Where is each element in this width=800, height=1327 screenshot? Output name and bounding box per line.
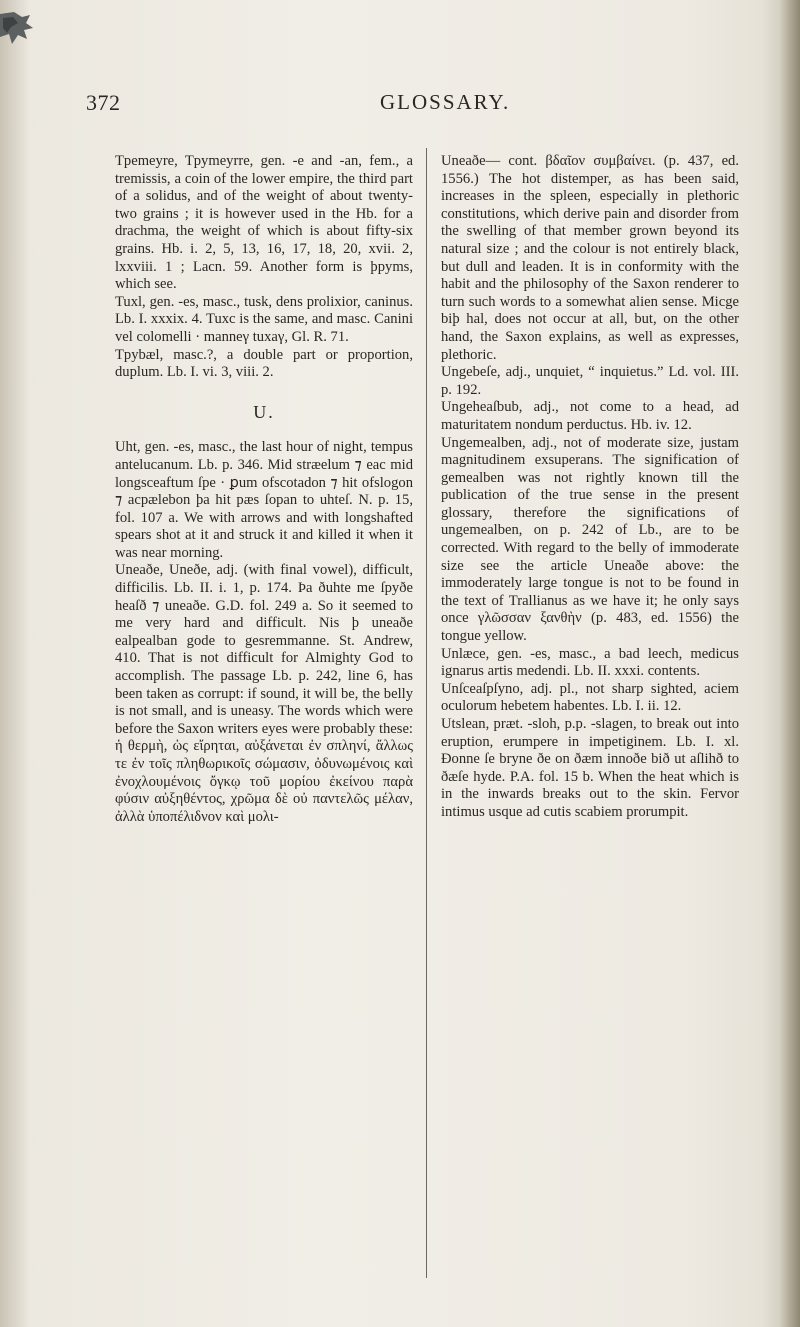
glossary-entry-ungeheafod: Ungeheaſbub, adj., not come to a head, ad maturitatem nondum perductus. Hb. iv. 12. — [441, 399, 739, 433]
glossary-entry-ungemealben: Ungemealben, adj., not of moderate size, justam magnitudinem exsuperans. The signification of gemealben was not rightly known till the publication of the true sense in the present glossary, therefore the significations of ungemealben, on p. 242 of Lb., are to be corrected. With regard to the belly of immoderate size see the article Uneaðe above: the immoderately large tongue is not to be found in the text of Trallianus as we have it; he only says once γλῶσσαν ξανθὴν (p. 483, ed. 1556) the tongue yellow. — [441, 434, 739, 645]
running-head: GLOSSARY. — [380, 90, 511, 114]
glossary-entry-unease-continued: Uneaðe— cont. βδαῖον συμβαίνει. (p. 437, ed. 1556.) The hot distemper, as has been said, increases in the spleen, especially in plethoric constitutions, which derive pain and disorder from the swelling of that member grown beyond its natural size ; and the colour is not entirely black, but dull and leaden. It is in conformity with the habit and the philosophy of the Saxon renderer to turn such words to a somewhat alien sense. Micge biþ hal, does not occur at all, but, on the other hand, the Saxon explains, as well as expresses, plethoric. — [441, 153, 739, 363]
ink-blot-icon — [0, 8, 44, 54]
page-edge-shadow — [762, 0, 800, 1327]
left-column — [115, 153, 413, 826]
column-divider — [426, 148, 427, 1278]
spine-shadow — [0, 0, 30, 1327]
glossary-entry-trimessa: Tpemeyre, Tpymeyrre, gen. -e and -an, fem., a tremissis, a coin of the lower empire, the third part of a solidus, and of the weight of about twenty-two grains ; it is however used in the Hb. for a drachma, the weight of which is about fifty-six grains. Hb. i. 2, 5, 13, 16, 17, 18, 20, xvii. 2, lxxviii. 1 ; Lacn. 59. Another form is þpyms, which see. — [115, 153, 413, 293]
section-letter-heading: U. — [253, 401, 275, 422]
page-number: 372 — [86, 90, 121, 115]
page-header — [0, 90, 800, 120]
glossary-entry-unscearp: Unſceaſpſyno, adj. pl., not sharp sighted, aciem oculorum hebetem habentes. Lb. I. ii. 12. — [441, 680, 739, 715]
glossary-entry-tuxl: Tuxl, gen. -es, masc., tusk, dens prolixior, caninus. Lb. I. xxxix. 4. Tuxc is the same, and masc. Canini vel colomelli · manneγ tuxaγ, Gl. R. 71. — [115, 293, 413, 345]
glossary-entry-unease: Uneaðe, Uneðe, adj. (with final vowel), difficult, difficilis. Lb. II. i. 1, p. 174. Þa ðuhte me ſpyðe heaſð ⁊ uneaðe. G.D. fol. 249 a. So it seemed to me very hard and difficult. Nis þ uneaðe ealpealban gode to gesremmanne. St. Andrew, 410. That is not difficult for Almighty God to accomplish. The passage Lb. p. 242, line 6, has been taken as corrupt: if sound, it will be, the belly is not small, and is uneasy. The words which were before the Saxon writers eyes were probably these: ἡ θερμὴ, ὡς εἴρηται, αὐξάνεται ἐν σπληνί, ἄλλως τε ἐν τοῖς πληθωρικοῖς σώμασιν, ὀδυνωμένοις καὶ ἐνοχλουμένοις ὄγκῳ τοῦ μορίου ἐκείνου παρὰ φύσιν αὐξηθέντος, χρῶμα δὲ οὐ παντελῶς μέλαν, ἀλλὰ ὑποπέλιδνον καὶ μολι- — [115, 562, 413, 825]
glossary-entry-twybaeil: Tpybæl, masc.?, a double part or proportion, duplum. Lb. I. vi. 3, viii. 2. — [115, 346, 413, 381]
glossary-entry-unlaece: Unlæce, gen. -es, masc., a bad leech, medicus ignarus artis medendi. Lb. II. xxxi. contents. — [441, 645, 739, 680]
glossary-entry-utslean: Utslean, præt. -sloh, p.p. -slagen, to break out into eruption, erumpere in impetiginem. Lb. I. xl. Ðonne ſe bryne ðe on ðæm innoðe bið ut aſlihð to ðæſe hyde. P.A. fol. 15 b. When the heat which is in the inwards breaks out to the skin. Fervor intimus usque ad cutis scabiem prorumpit. — [441, 716, 739, 820]
glossary-entry-uht: Uht, gen. -es, masc., the last hour of night, tempus antelucanum. Lb. p. 346. Mid stræelum ⁊ eac mid longsceaftum ſpe · ꝑum ofscotadon ⁊ hit ofslogon ⁊ acpælebon þa hit pæs ſopan to uhteſ. N. p. 15, fol. 107 a. We with arrows and with longshafted spears shot at it and struck it and killed it when it was near morning. — [115, 439, 413, 561]
glossary-entry-ungebere: Ungebeſe, adj., unquiet, “ inquietus.” Ld. vol. III. p. 192. — [441, 364, 739, 398]
right-column — [441, 153, 739, 822]
